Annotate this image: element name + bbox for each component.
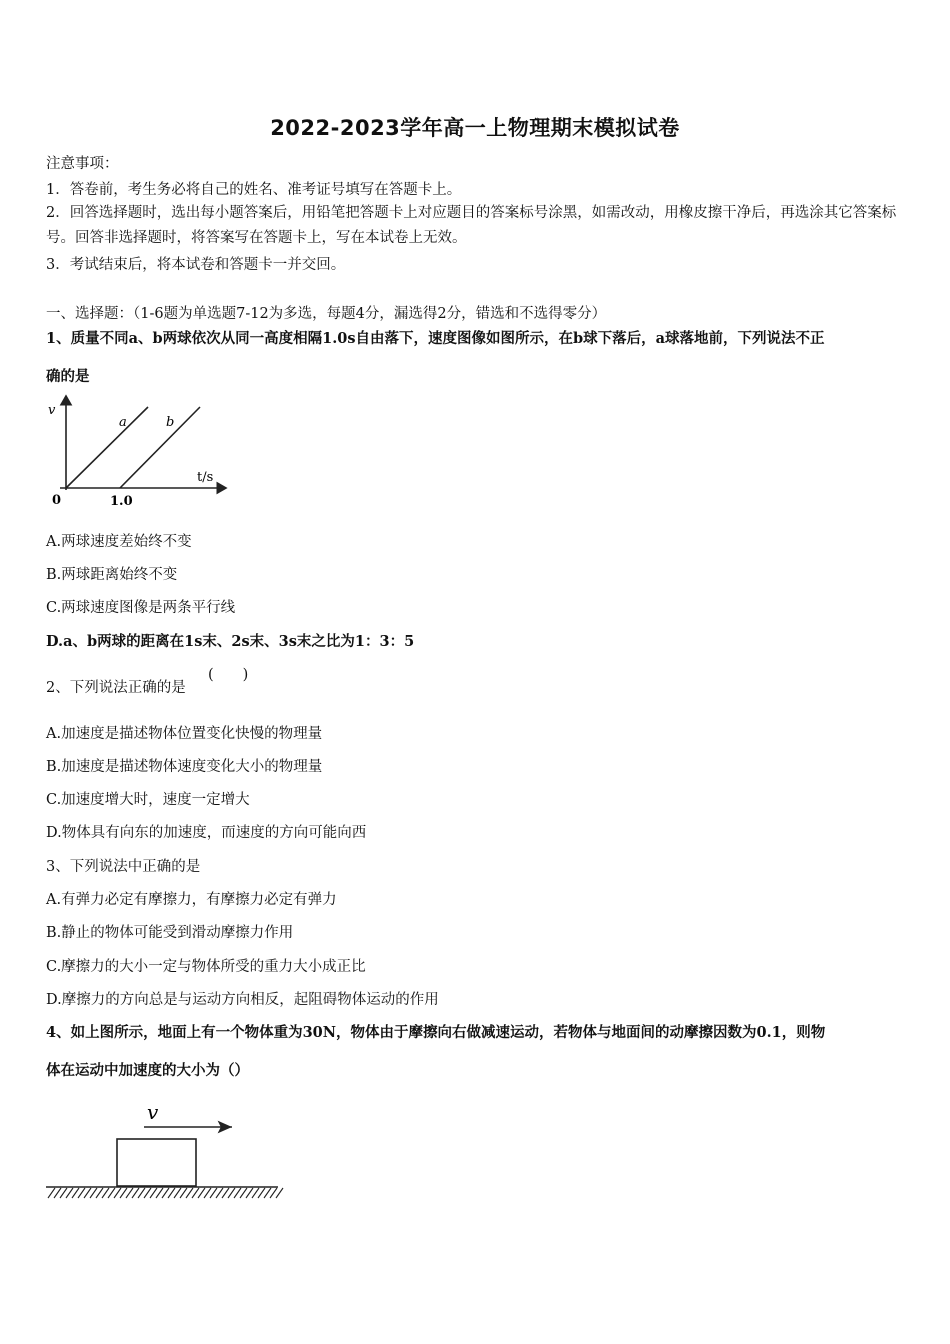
q3-stem: 3、下列说法中正确的是 bbox=[46, 859, 201, 875]
hatch-mark bbox=[132, 1188, 139, 1198]
notice-item-2: 2．回答选择题时，选出每小题答案后，用铅笔把答题卡上对应题目的答案标号涂黑，如需改动，用橡皮擦干净后，再选涂其它答案标号。回答非选择题时，将答案写在答题卡上，写在本试卷上无效。 bbox=[46, 205, 897, 246]
hatch-mark bbox=[90, 1188, 97, 1198]
hatch-mark bbox=[246, 1188, 253, 1198]
hatch-mark bbox=[162, 1188, 169, 1198]
notice-item-3: 3．考试结束后，将本试卷和答题卡一并交回。 bbox=[46, 257, 346, 273]
q1-velocity-time-graph bbox=[40, 392, 240, 514]
line-b-label: b bbox=[166, 415, 175, 430]
hatch-mark bbox=[228, 1188, 235, 1198]
hatch-mark bbox=[84, 1188, 91, 1198]
q1-stem-line1: 1、质量不同a、b两球依次从同一高度相隔1.0s自由落下，速度图像如图所示，在b球下落后，a球落地前，下列说法不正 bbox=[46, 330, 825, 347]
hatch-mark bbox=[78, 1188, 85, 1198]
hatch-mark bbox=[198, 1188, 205, 1198]
q1-option-d: D.a、b两球的距离在1s末、2s末、3s末之比为1：3：5 bbox=[46, 633, 415, 650]
hatch-mark bbox=[222, 1188, 229, 1198]
hatch-mark bbox=[126, 1188, 133, 1198]
q1-option-a: A.两球速度差始终不变 bbox=[46, 534, 192, 550]
hatch-mark bbox=[168, 1188, 175, 1198]
hatch-mark bbox=[270, 1188, 277, 1198]
hatch-mark bbox=[276, 1188, 283, 1198]
q2-option-d: D.物体具有向东的加速度，而速度的方向可能向西 bbox=[46, 825, 367, 841]
q2-answer-paren: ( ) bbox=[208, 667, 249, 683]
hatch-mark bbox=[174, 1188, 181, 1198]
hatch-mark bbox=[66, 1188, 73, 1198]
hatch-mark bbox=[60, 1188, 67, 1198]
q4-block-figure bbox=[44, 1098, 284, 1202]
hatch-mark bbox=[54, 1188, 61, 1198]
q2-option-c: C.加速度增大时，速度一定增大 bbox=[46, 792, 250, 808]
graph-line-a bbox=[66, 407, 148, 488]
q1-option-b: B.两球距离始终不变 bbox=[46, 567, 178, 583]
line-a-label: a bbox=[119, 415, 127, 430]
hatch-mark bbox=[48, 1188, 55, 1198]
hatch-mark bbox=[108, 1188, 115, 1198]
hatch-mark bbox=[144, 1188, 151, 1198]
q1-stem-line2: 确的是 bbox=[46, 368, 90, 385]
graph-line-b bbox=[120, 407, 200, 488]
q2-option-b: B.加速度是描述物体速度变化大小的物理量 bbox=[46, 759, 323, 775]
hatch-mark bbox=[252, 1188, 259, 1198]
origin-label: 0 bbox=[52, 493, 62, 508]
hatch-mark bbox=[72, 1188, 79, 1198]
hatch-mark bbox=[120, 1188, 127, 1198]
q3-option-a: A.有弹力必定有摩擦力，有摩擦力必定有弹力 bbox=[46, 892, 337, 908]
q2-option-a: A.加速度是描述物体位置变化快慢的物理量 bbox=[46, 726, 323, 742]
hatch-mark bbox=[102, 1188, 109, 1198]
hatch-mark bbox=[216, 1188, 223, 1198]
hatch-mark bbox=[150, 1188, 157, 1198]
hatch-mark bbox=[114, 1188, 121, 1198]
q4-stem-line1: 4、如上图所示，地面上有一个物体重为30N，物体由于摩擦向右做减速运动，若物体与地面间的动摩擦因数为0.1，则物 bbox=[46, 1024, 826, 1041]
hatch-mark bbox=[210, 1188, 217, 1198]
notice-heading: 注意事项： bbox=[46, 156, 119, 172]
ground-hatching bbox=[48, 1188, 283, 1198]
q3-option-d: D.摩擦力的方向总是与运动方向相反，起阻碍物体运动的作用 bbox=[46, 992, 439, 1008]
hatch-mark bbox=[138, 1188, 145, 1198]
q1-option-c: C.两球速度图像是两条平行线 bbox=[46, 600, 236, 616]
t-axis-label: t/s bbox=[197, 470, 214, 485]
hatch-mark bbox=[180, 1188, 187, 1198]
page-title: 2022-2023学年高一上物理期末模拟试卷 bbox=[270, 116, 680, 140]
hatch-mark bbox=[204, 1188, 211, 1198]
hatch-mark bbox=[258, 1188, 265, 1198]
hatch-mark bbox=[240, 1188, 247, 1198]
block bbox=[117, 1139, 196, 1186]
q4-stem-line2: 体在运动中加速度的大小为（） bbox=[46, 1062, 249, 1079]
hatch-mark bbox=[192, 1188, 199, 1198]
hatch-mark bbox=[264, 1188, 271, 1198]
section-heading: 一、选择题：（1-6题为单选题7-12为多选，每题4分，漏选得2分，错选和不选得零分） bbox=[46, 306, 607, 322]
tick-label: 1.0 bbox=[110, 494, 133, 509]
hatch-mark bbox=[96, 1188, 103, 1198]
q2-stem: 2、下列说法正确的是 bbox=[46, 680, 186, 696]
notice-item-1: 1．答卷前，考生务必将自己的姓名、准考证号填写在答题卡上。 bbox=[46, 182, 462, 198]
v-axis-label: v bbox=[48, 403, 56, 418]
velocity-label: v bbox=[147, 1100, 159, 1124]
hatch-mark bbox=[156, 1188, 163, 1198]
q3-option-b: B.静止的物体可能受到滑动摩擦力作用 bbox=[46, 925, 294, 941]
q3-option-c: C.摩擦力的大小一定与物体所受的重力大小成正比 bbox=[46, 959, 366, 975]
hatch-mark bbox=[234, 1188, 241, 1198]
hatch-mark bbox=[186, 1188, 193, 1198]
